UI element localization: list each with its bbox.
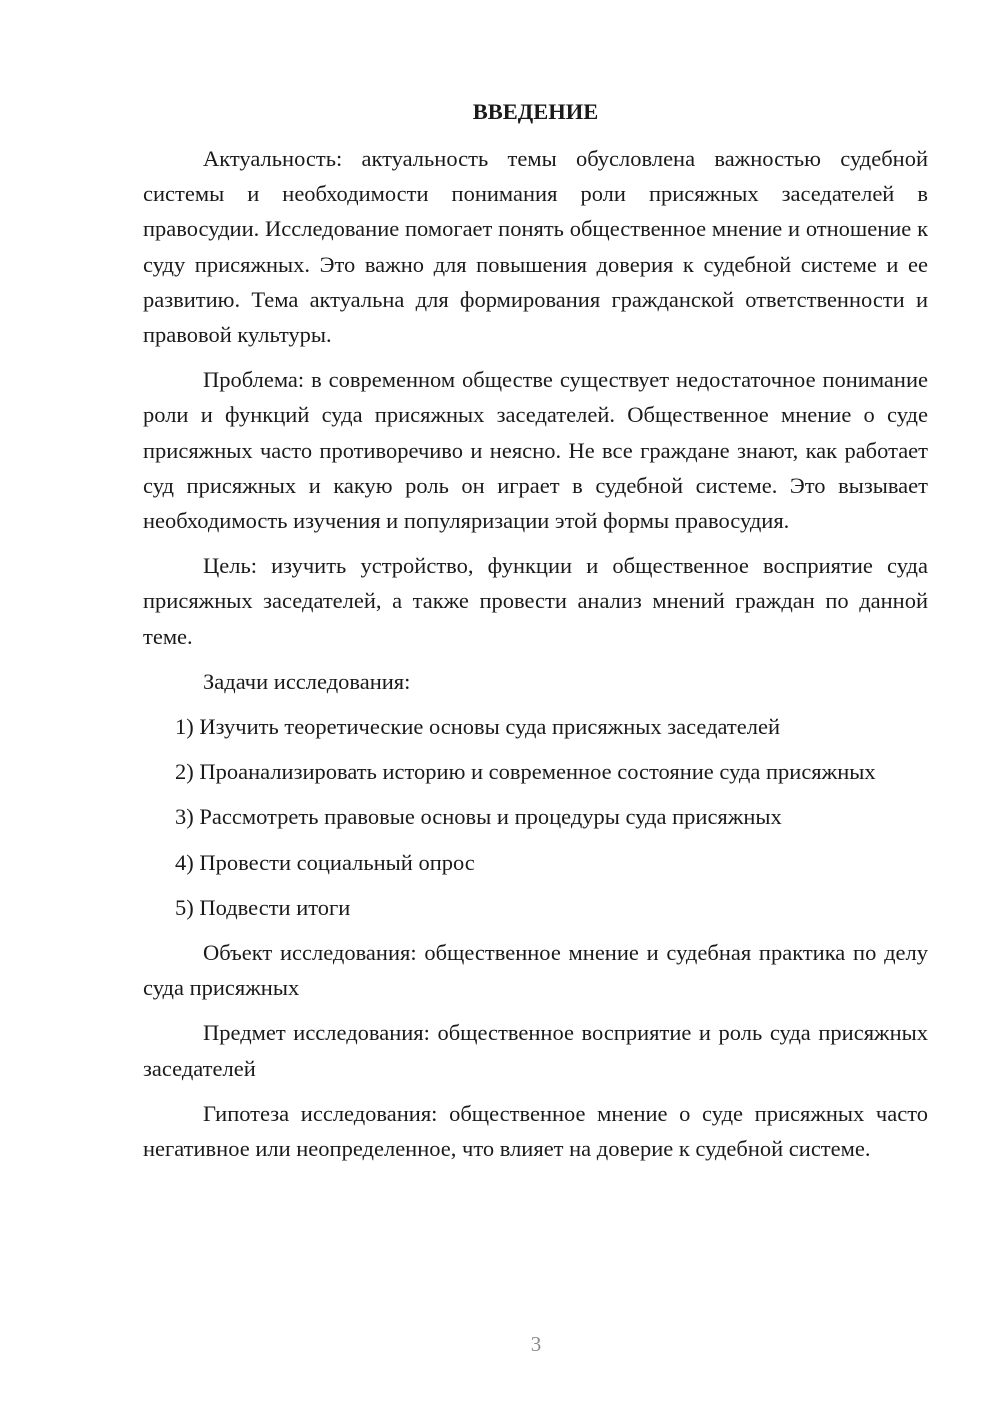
paragraph-hypothesis: Гипотеза исследования: общественное мнение о суде присяжных часто негативное или неопределенное, что влияет на доверие к судебной системе. [143,1100,928,1162]
task-item-2: 2) Проанализировать историю и современное состояние суда присяжных [175,759,876,785]
paragraph-goal: Цель: изучить устройство, функции и общественное восприятие суда присяжных заседателей, а также провести анализ мнений граждан по данной теме. [143,553,928,649]
task-item-1: 1) Изучить теоретические основы суда присяжных заседателей [175,714,781,740]
document-body [143,94,928,1176]
paragraph-subject: Предмет исследования: общественное восприятие и роль суда присяжных заседателей [143,1020,928,1081]
paragraph-object: Объект исследования: общественное мнение и судебная практика по делу суда присяжных [143,940,928,1001]
task-item-4: 4) Провести социальный опрос [175,849,475,875]
paragraph-problem: Проблема: в современном обществе существует недостаточное понимание роли и функций суда присяжных заседателей. Общественное мнение о суде присяжных часто противоречиво и неясно. Не все граждане знают, как работает суд присяжных и какую роль он играет в судебной системе. Это вызывает необходимость изучения и популяризации этой формы правосудия. [143,367,928,534]
section-title: ВВЕДЕНИЕ [472,99,599,124]
task-item-5: 5) Подвести итоги [175,894,351,920]
task-item-3: 3) Рассмотреть правовые основы и процедуры суда присяжных [175,804,782,830]
paragraph-tasks-heading: Задачи исследования: [203,668,411,694]
page-number: 3 [530,1332,542,1356]
paragraph-relevance: Актуальность: актуальность темы обусловлена важностью судебной системы и необходимости понимания роли присяжных заседателей в правосудии. Исследование помогает понять общественное мнение и отношение к суду присяжных. Это важно для повышения доверия к судебной системе и ее развитию. Тема актуальна для формирования гражданской ответственности и правовой культуры. [143,146,928,348]
